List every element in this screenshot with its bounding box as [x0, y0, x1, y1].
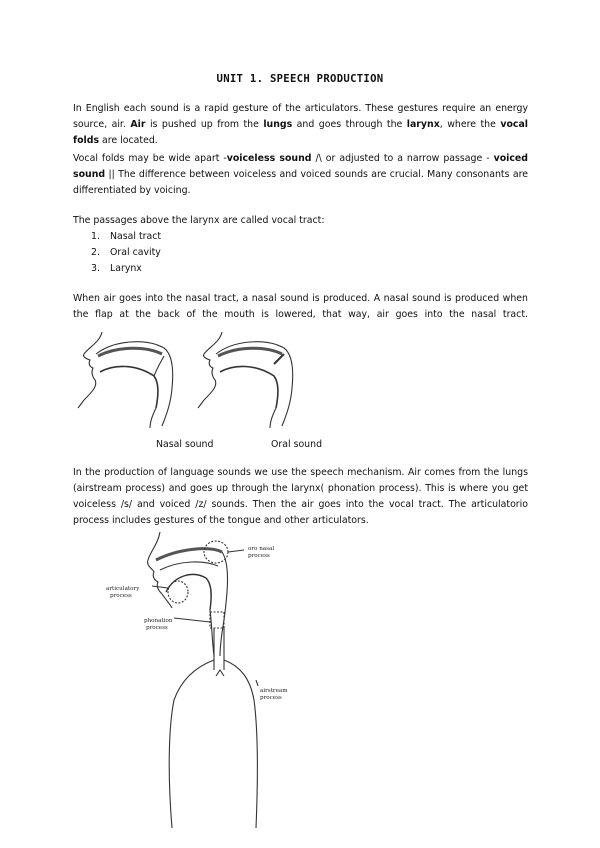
label-phonation-process: process: [146, 625, 168, 631]
label-oro-nasal: oro nasal: [248, 546, 275, 552]
nasal-oral-sound-figure: [74, 328, 334, 428]
nasal-face-profile: [78, 332, 102, 408]
bold-term-larynx: larynx: [406, 119, 440, 130]
nasal-cavity: [156, 549, 222, 560]
label-articulatory-process: process: [110, 593, 132, 599]
nasal-velum: [154, 356, 164, 376]
text-run: and goes through the: [292, 119, 407, 130]
paragraph-intro: [73, 101, 528, 149]
leader-oro-nasal: [228, 550, 244, 552]
bold-term-voiced-sound: voiced sound: [73, 153, 528, 180]
leader-phonation: [174, 618, 210, 622]
text-run: /\ or adjusted to a narrow passage -: [311, 153, 494, 164]
speech-mechanism-figure: [100, 530, 300, 830]
leader-articulatory: [152, 586, 168, 588]
text-run: In English each sound is a rapid gesture of the articulators. These gestures require an energy source, air.: [73, 103, 528, 130]
list-item: 3. Larynx: [91, 263, 142, 274]
oral-pharynx: [270, 408, 276, 428]
pharynx-front: [210, 610, 214, 656]
text-run: || The difference between voiceless and voiced sounds are crucial. Many consonants are differentiated by voicing.: [73, 169, 528, 196]
nasal-palate: [98, 348, 162, 356]
lung-outline-left: [169, 660, 214, 828]
nasal-pharynx: [150, 408, 156, 428]
bold-term-lungs: lungs: [263, 119, 293, 130]
palate: [160, 562, 218, 570]
bold-term-air: Air: [130, 119, 146, 130]
text-run: are located.: [99, 135, 158, 146]
airflow-arrow: [216, 670, 224, 676]
label-oro-nasal-process: process: [248, 553, 270, 559]
lung-outline-right: [224, 660, 257, 828]
list-item: 1. Nasal tract: [91, 231, 162, 242]
label-airstream: airstream: [260, 688, 288, 694]
oral-palate: [218, 348, 282, 356]
paragraph-speech-mechanism: In the production of language sounds we use the speech mechanism. Air comes from the lungs (airstream process) and goes up through the larynx( phonation process). This is where you get voiceless /s/ and voiced /z/ sounds. Then the air goes into the vocal tract. The articulatorio process includes gestures of the tongue and other articulators.: [73, 467, 528, 526]
bold-term-vocal-folds: vocal folds: [73, 119, 528, 146]
bold-term-voiceless-sound: voiceless sound: [226, 153, 312, 164]
oro-nasal-marker: [204, 541, 228, 563]
caption-nasal-sound: Nasal sound: [156, 439, 214, 450]
label-airstream-process: process: [260, 695, 282, 701]
oral-tongue: [220, 366, 278, 408]
oral-velum-raised: [274, 354, 284, 364]
page-title: UNIT 1. SPEECH PRODUCTION: [216, 73, 384, 85]
nasal-tongue: [100, 366, 158, 408]
oral-face-profile: [198, 332, 222, 408]
phonation-marker: [210, 612, 224, 628]
paragraph-vocal-tract: The passages above the larynx are called vocal tract:: [73, 215, 325, 226]
paragraph-nasal-sound: When air goes into the nasal tract, a nasal sound is produced. A nasal sound is produced when the flap at the back of the mouth is lowered, that way, air goes into the nasal tract.: [73, 293, 528, 320]
caption-oral-sound: Oral sound: [271, 439, 323, 450]
vocal-tract-list: [91, 229, 161, 277]
leader-airstream: [256, 680, 258, 686]
text-run: is pushed up from the: [145, 119, 264, 130]
text-run: , where the: [439, 119, 501, 130]
label-phonation: phonation: [144, 618, 173, 624]
text-run: Vocal folds may be wide apart -: [73, 153, 227, 164]
tongue: [166, 574, 211, 610]
label-articulatory: articulatory: [106, 586, 140, 592]
paragraph-vocal-folds: [73, 151, 528, 199]
list-item: 2. Oral cavity: [91, 247, 161, 258]
